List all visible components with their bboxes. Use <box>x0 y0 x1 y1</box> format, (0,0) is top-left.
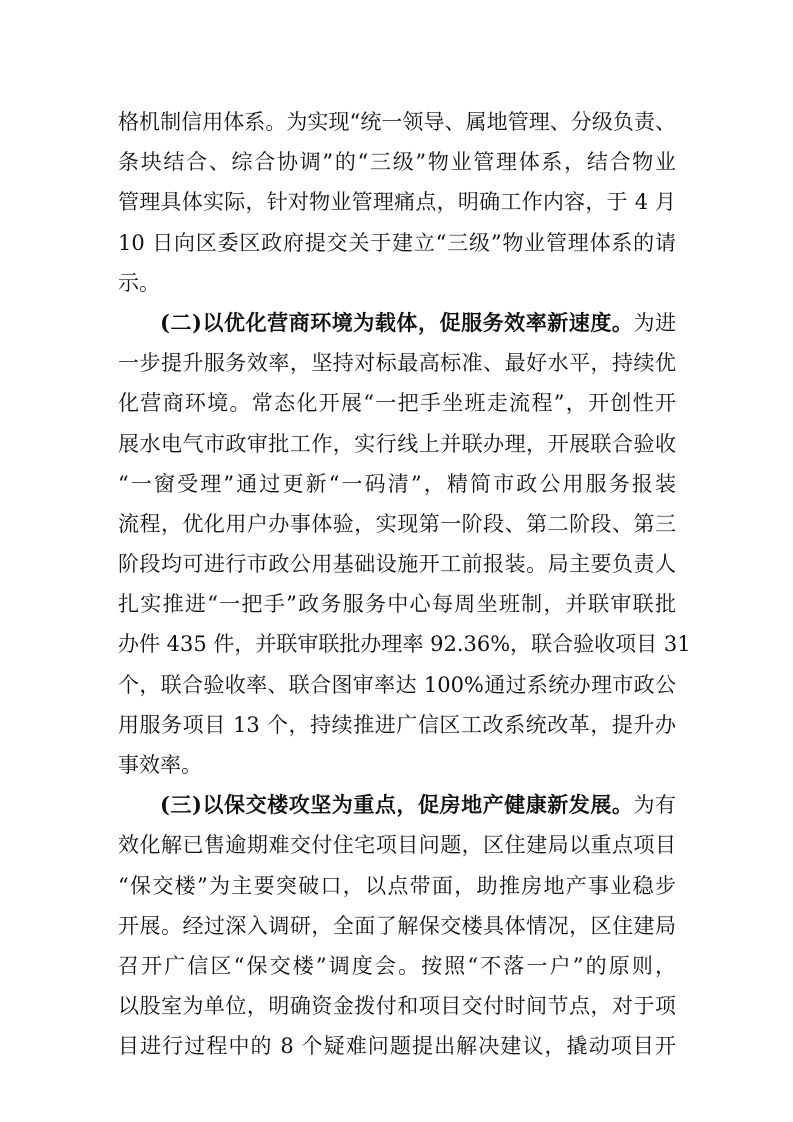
paragraph-1 <box>118 102 676 303</box>
text-line: “保交楼”为主要突破口，以点带面，助推房地产事业稳步 <box>118 873 676 898</box>
paragraph-3 <box>118 785 676 1066</box>
text-line: 一步提升服务效率，坚持对标最高标准、最好水平，持续优 <box>118 351 676 376</box>
text-line: 用服务项目 13 个，持续推进广信区工改系统改革，提升办 <box>118 712 676 737</box>
text-line: 10 日向区委区政府提交关于建立“三级”物业管理体系的请 <box>118 230 676 255</box>
text-line: 开展。经过深入调研，全面了解保交楼具体情况，区住建局 <box>118 913 676 938</box>
text-line: 以股室为单位，明确资金拨付和项目交付时间节点，对于项 <box>118 994 676 1019</box>
text-line: 条块结合、综合协调”的“三级”物业管理体系，结合物业 <box>118 150 676 175</box>
paragraph-2 <box>118 303 691 785</box>
section-heading: (二)以优化营商环境为载体，促服务效率新速度。 <box>160 309 634 335</box>
text-line: 效化解已售逾期难交付住宅项目问题，区住建局以重点项目 <box>118 833 676 858</box>
text-fragment: 为有 <box>633 793 676 818</box>
text-line: 管理具体实际，针对物业管理痛点，明确工作内容，于 4 月 <box>118 190 676 215</box>
text-line: 化营商环境。常态化开展“一把手坐班走流程”，开创性开 <box>118 391 676 416</box>
text-line: 召开广信区“保交楼”调度会。按照“不落一户”的原则， <box>118 953 676 978</box>
document-page <box>118 102 691 1067</box>
text-line: 事效率。 <box>118 753 202 777</box>
text-line: 个，联合验收率、联合图审率达 100%通过系统办理市政公 <box>118 672 676 697</box>
text-line: 目进行过程中的 8 个疑难问题提出解决建议，撬动项目开 <box>118 1034 676 1059</box>
text-line: 格机制信用体系。为实现“统一领导、属地管理、分级负责、 <box>118 110 676 134</box>
text-line <box>118 303 676 343</box>
text-line: “一窗受理”通过更新“一码清”，精简市政公用服务报装 <box>118 471 676 496</box>
text-fragment: 为进 <box>633 310 676 335</box>
text-line: 扎实推进“一把手”政务服务中心每周坐班制，并联审联批 <box>118 592 676 617</box>
text-line: 阶段均可进行市政公用基础设施开工前报装。局主要负责人 <box>118 552 676 577</box>
text-line: 示。 <box>118 270 160 295</box>
text-line <box>118 785 676 825</box>
text-line: 展水电气市政审批工作，实行线上并联办理，开展联合验收 <box>118 431 676 456</box>
text-line: 流程，优化用户办事体验，实现第一阶段、第二阶段、第三 <box>118 511 676 536</box>
text-line: 办件 435 件，并联审联批办理率 92.36%，联合验收项目 31 <box>118 632 691 657</box>
section-heading: (三)以保交楼攻坚为重点，促房地产健康新发展。 <box>160 792 634 818</box>
